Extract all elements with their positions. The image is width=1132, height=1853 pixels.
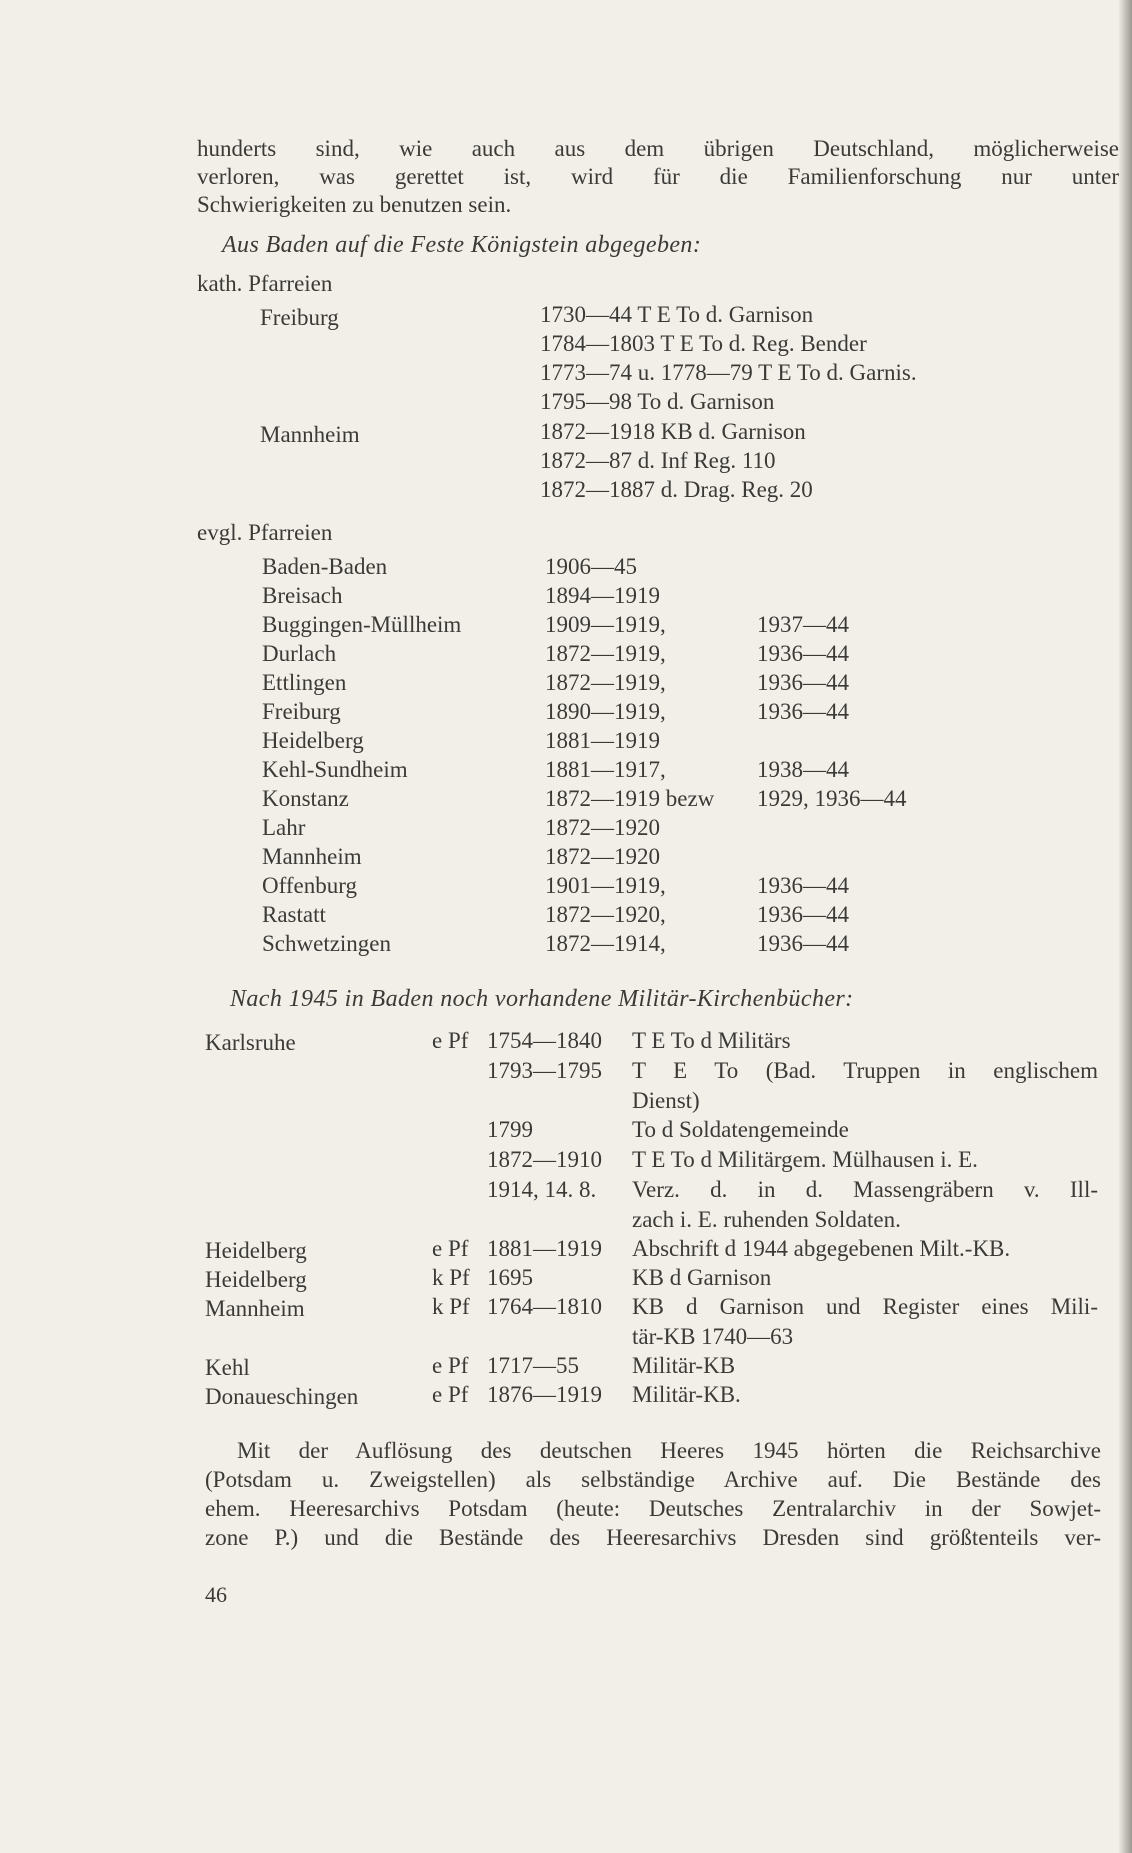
kath-place: Mannheim [260,422,360,447]
evgl-years-2: 1936—44 [757,699,849,724]
mil-desc: Verz. d. in d. Massengräbern v. Ill- [632,1177,1098,1202]
mil-desc: KB d Garnison und Register eines Mili- [632,1294,1098,1319]
mil-year: 1764—1810 [487,1294,602,1319]
mil-year: 1881—1919 [487,1236,602,1261]
evgl-years: 1906—45 [545,554,637,579]
intro-line: verloren, was gerettet ist, wird für die Familienforschung nur unter [197,164,1119,189]
evgl-years: 1872—1919, [545,670,666,695]
mil-desc: T E To d Militärgem. Mülhausen i. E. [632,1147,978,1172]
evgl-years: 1901—1919, [545,873,666,898]
mil-place: Donaueschingen [205,1384,359,1409]
evgl-years: 1872—1920 [545,815,660,840]
evgl-years: 1881—1919 [545,728,660,753]
mil-year: 1876—1919 [487,1382,602,1407]
mil-year: 1793—1795 [487,1058,602,1083]
evgl-years-2: 1929, 1936—44 [757,786,907,811]
evgl-years: 1909—1919, [545,612,666,637]
mil-year: 1872—1910 [487,1147,602,1172]
evgl-place: Heidelberg [262,728,364,753]
mil-desc: T E To d Militärs [632,1028,791,1053]
kath-entry: 1773—74 u. 1778—79 T E To d. Garnis. [540,360,917,385]
intro-line: Schwierigkeiten zu benutzen sein. [197,192,512,217]
evgl-years-2: 1936—44 [757,641,849,666]
evgl-years-2: 1936—44 [757,873,849,898]
evgl-place: Schwetzingen [262,931,392,956]
kath-entry: 1730—44 T E To d. Garnison [540,302,814,327]
evgl-place: Konstanz [262,786,349,811]
mil-conf: e Pf [432,1236,469,1261]
evgl-place: Kehl-Sundheim [262,757,408,782]
mil-desc-cont: zach i. E. ruhenden Soldaten. [632,1207,901,1232]
mil-place: Karlsruhe [205,1030,296,1055]
evgl-place: Offenburg [262,873,357,898]
mil-place: Mannheim [205,1296,305,1321]
mil-year: 1799 [487,1117,533,1142]
page-edge-shadow [1118,0,1132,1853]
mil-year: 1695 [487,1265,533,1290]
mil-place: Kehl [205,1355,250,1380]
mil-place: Heidelberg [205,1267,307,1292]
kath-entry: 1795—98 To d. Garnison [540,389,775,414]
mil-desc: Militär-KB. [632,1382,741,1407]
evgl-years: 1872—1914, [545,931,666,956]
evgl-place: Breisach [262,583,343,608]
mil-desc: KB d Garnison [632,1265,772,1290]
final-line: zone P.) und die Bestände des Heeresarchivs Dresden sind größtenteils ver- [205,1525,1101,1550]
group-label-evgl: evgl. Pfarreien [197,520,333,545]
evgl-years: 1872—1919 bezw [545,786,715,811]
evgl-years-2: 1936—44 [757,670,849,695]
mil-conf: k Pf [432,1265,470,1290]
evgl-place: Mannheim [262,844,362,869]
intro-line: hunderts sind, wie auch aus dem übrigen Deutschland, möglicherweise [197,136,1119,161]
group-label-kath: kath. Pfarreien [197,271,333,296]
evgl-years: 1872—1920 [545,844,660,869]
mil-conf: e Pf [432,1028,469,1053]
evgl-place: Ettlingen [262,670,347,695]
mil-desc: Militär-KB [632,1353,736,1378]
kath-place: Freiburg [260,305,339,330]
kath-entry: 1872—87 d. Inf Reg. 110 [540,448,776,473]
evgl-place: Rastatt [262,902,326,927]
evgl-place: Lahr [262,815,306,840]
evgl-place: Durlach [262,641,337,666]
mil-conf: k Pf [432,1294,470,1319]
kath-entry: 1872—1887 d. Drag. Reg. 20 [540,477,813,502]
mil-conf: e Pf [432,1353,469,1378]
mil-desc: Abschrift d 1944 abgegebenen Milt.-KB. [632,1236,1011,1261]
mil-year: 1717—55 [487,1353,579,1378]
final-line: ehem. Heeresarchivs Potsdam (heute: Deutsches Zentralarchiv in der Sowjet- [205,1496,1101,1521]
mil-desc: T E To (Bad. Truppen in englischem [632,1058,1098,1083]
mil-conf: e Pf [432,1382,469,1407]
section-heading: Nach 1945 in Baden noch vorhandene Militär-Kirchenbücher: [230,986,854,1012]
evgl-years: 1872—1919, [545,641,666,666]
final-line: (Potsdam u. Zweigstellen) als selbständige Archive auf. Die Bestände des [205,1467,1101,1492]
kath-entry: 1872—1918 KB d. Garnison [540,419,806,444]
mil-year: 1754—1840 [487,1028,602,1053]
evgl-years-2: 1938—44 [757,757,849,782]
evgl-years-2: 1937—44 [757,612,849,637]
evgl-years-2: 1936—44 [757,902,849,927]
section-heading: Aus Baden auf die Feste Königstein abgegeben: [222,232,702,258]
evgl-place: Baden-Baden [262,554,388,579]
evgl-years: 1894—1919 [545,583,660,608]
evgl-place: Freiburg [262,699,341,724]
mil-desc-cont: tär-KB 1740—63 [632,1324,794,1349]
mil-desc: To d Soldatengemeinde [632,1117,849,1142]
mil-place: Heidelberg [205,1238,307,1263]
evgl-place: Buggingen-Müllheim [262,612,462,637]
evgl-years: 1890—1919, [545,699,666,724]
evgl-years: 1881—1917, [545,757,666,782]
kath-entry: 1784—1803 T E To d. Reg. Bender [540,331,867,356]
mil-desc-cont: Dienst) [632,1088,700,1113]
evgl-years: 1872—1920, [545,902,666,927]
page-number: 46 [205,1582,227,1607]
evgl-years-2: 1936—44 [757,931,849,956]
final-line: Mit der Auflösung des deutschen Heeres 1945 hörten die Reichsarchive [237,1438,1101,1463]
mil-year: 1914, 14. 8. [487,1177,597,1202]
